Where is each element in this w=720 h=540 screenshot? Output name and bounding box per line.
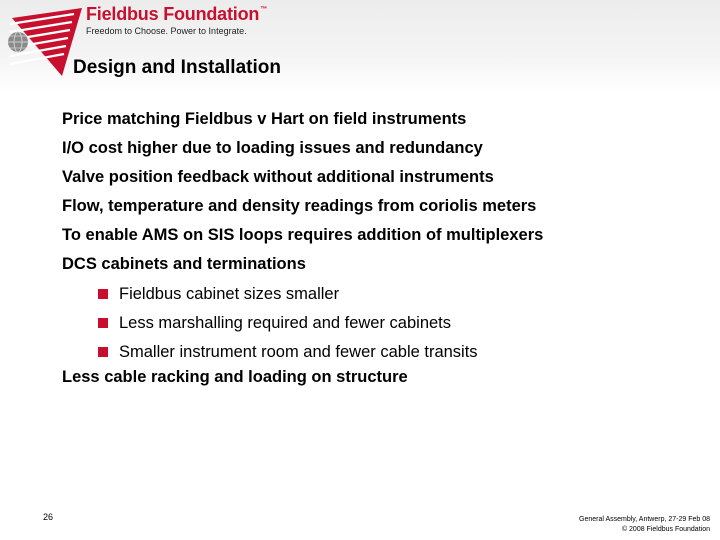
- sub-bullet-list: [98, 279, 478, 366]
- bullet-item: Flow, temperature and density readings from coriolis meters: [62, 197, 537, 215]
- square-bullet-icon: [98, 289, 108, 299]
- bullet-item-last: Less cable racking and loading on structure: [62, 368, 408, 386]
- brand-tagline: Freedom to Choose. Power to Integrate.: [86, 26, 247, 36]
- sub-bullet-item: [98, 308, 478, 337]
- bullet-item: Price matching Fieldbus v Hart on field instruments: [62, 110, 467, 128]
- footer-copyright: © 2008 Fieldbus Foundation: [621, 526, 710, 533]
- bullet-item: Valve position feedback without additional instruments: [62, 168, 494, 186]
- page-number: 26: [43, 512, 54, 522]
- bullet-list: [62, 107, 543, 281]
- bullet-item: To enable AMS on SIS loops requires addition of multiplexers: [62, 226, 544, 244]
- footer-event: General Assembly, Antwerp, 27-29 Feb 08: [579, 516, 710, 523]
- sub-bullet-item: [98, 279, 478, 308]
- square-bullet-icon: [98, 347, 108, 357]
- bullet-item: I/O cost higher due to loading issues and redundancy: [62, 139, 483, 157]
- sub-bullet-text: Smaller instrument room and fewer cable transits: [119, 342, 478, 361]
- sub-bullet-text: Fieldbus cabinet sizes smaller: [119, 284, 340, 303]
- brand-name: Fieldbus Foundation™: [86, 4, 267, 24]
- slide-title: Design and Installation: [73, 57, 281, 78]
- trademark-symbol: ™: [260, 6, 267, 13]
- sub-bullet-text: Less marshalling required and fewer cabinets: [119, 313, 452, 332]
- sub-bullet-item: [98, 337, 478, 366]
- bullet-item: DCS cabinets and terminations: [62, 255, 306, 273]
- square-bullet-icon: [98, 318, 108, 328]
